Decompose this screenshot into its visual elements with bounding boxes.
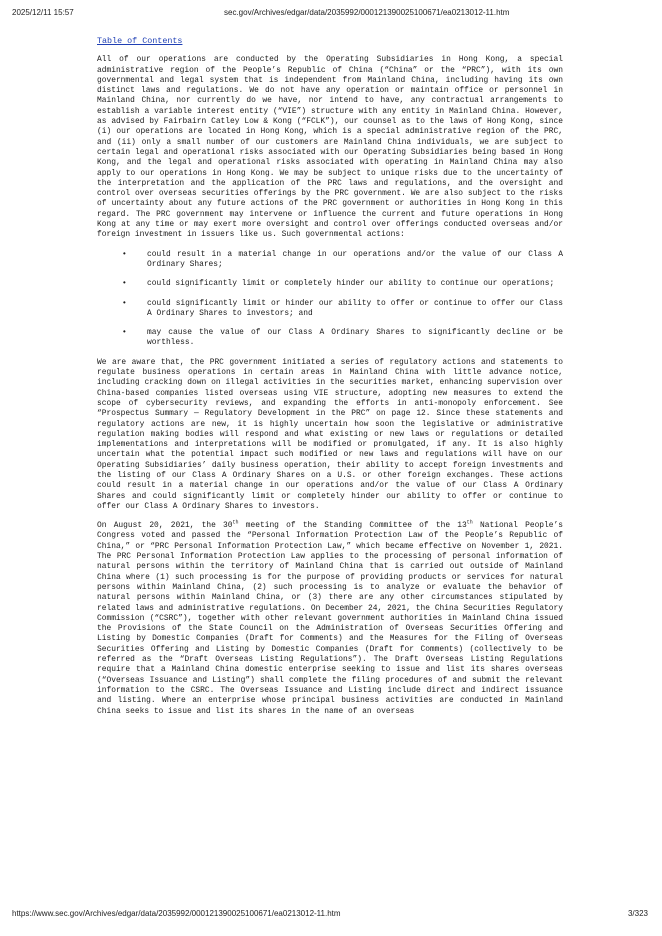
table-of-contents-link[interactable]: Table of Contents [97, 36, 183, 46]
browser-print-header [0, 8, 662, 20]
paragraph-text: On August 20, 2021, the 30 [97, 521, 233, 531]
list-item-text: could result in a material change in our operations and/or the value of our Class A Ordinary Shares; [147, 249, 563, 269]
governmental-actions-list [97, 250, 563, 349]
list-item-text: could significantly limit or completely hinder our ability to continue our operations; [147, 279, 555, 289]
paragraph-personal-information-law [97, 521, 563, 717]
ordinal-suffix: th [466, 519, 473, 526]
print-page-title: sec.gov/Archives/edgar/data/2035992/000121390025100671/ea0213012-11.htm [224, 8, 510, 17]
list-item [97, 279, 563, 289]
bullet-icon: • [122, 279, 127, 289]
paragraph-text: meeting of the Standing Committee of the 13 [238, 521, 467, 531]
print-timestamp: 2025/12/11 15:57 [12, 8, 74, 17]
list-item [97, 328, 563, 349]
list-item [97, 250, 563, 271]
list-item-text: could significantly limit or hinder our ability to offer or continue to offer our Class A Ordinary Shares to investors; and [147, 298, 563, 318]
paragraph-operations-overview: All of our operations are conducted by the Operating Subsidiaries in Hong Kong, a special administrative region of the People’s Republic of China (“China” or the “PRC”), with its own governmental and legal system that is independent from Mainland China, including having its own distinct laws and regulations. We do not have any operation or maintain office or personnel in Mainland China, nor currently do we have, nor intend to have, any contractual arrangements to establish a variable interest entity (“VIE”) structure with any entity in Mainland China. However, as advised by Fairbairn Catley Low & Kong (“FCLK”), our counsel as to the laws of Hong Kong, since (i) our operations are located in Hong Kong, which is a special administrative region of the PRC, and (ii) only a small number of our customers are Mainland China individuals, we are subject to certain legal and operational risks associated with our Operating Subsidiaries being based in Hong Kong, and the legal and operational risks associated with operating in Mainland China may also apply to our operations in Hong Kong. We may be subject to unique risks due to the uncertainty of the interpretation and the application of the PRC laws and regulations, and the oversight and control over overseas securities offerings by the PRC government. We are also subject to the risks of uncertainty about any future actions of the PRC government or authorities in Hong Kong in this regard. The PRC government may intervene or influence the current and future operations in Hong Kong at any time or may exert more oversight and control over offerings conducted overseas and/or foreign investment in issuers like us. Such governmental actions: [97, 55, 563, 240]
paragraph-text: National People’s Congress voted and passed the “Personal Information Protection Law of the People’s Republic of China,” or “PRC Personal Information Protection Law,” which became effective on November 1, 2021. The PRC Personal Information Protection Law applies to the processing of personal information of natural persons within the territory of Mainland China that is carried out outside of Mainland China where (1) such processing is for the purpose of providing products or services for natural persons within Mainland China, (2) such processing is to analyze or evaluate the behavior of natural persons within Mainland China, or (3) there are any other circumstances stipulated by related laws and administrative regulations. On December 24, 2021, the China Securities Regulatory Commission (“CSRC”), together with other relevant government authorities in Mainland China issued the Provisions of the State Council on the Administration of Overseas Securities Offering and Listing by Domestic Companies (Draft for Comments) and the Measures for the Filing of Overseas Securities Offering and Listing by Domestic Companies (Draft for Comments) (collectively to be referred as the “Draft Overseas Listing Regulations”). The Draft Overseas Listing Regulations require that a Mainland China domestic enterprise seeking to issue and list its shares overseas (“Overseas Issuance and Listing”) shall complete the filing procedures of and submit the relevant information to the CSRC. The Overseas Issuance and Listing include direct and indirect issuance and listing. Where an enterprise whose principal business activities are conducted in Mainland China seeks to issue and list its shares in the name of an overseas [97, 521, 563, 716]
bullet-icon: • [122, 328, 127, 338]
list-item-text: may cause the value of our Class A Ordinary Shares to significantly decline or be worthless. [147, 328, 563, 348]
print-url: https://www.sec.gov/Archives/edgar/data/2035992/000121390025100671/ea0213012-11.htm [12, 909, 341, 918]
paragraph-prc-regulatory-actions: We are aware that, the PRC government initiated a series of regulatory actions and statements to regulate business operations in certain areas in Mainland China with little advance notice, including cracking down on illegal activities in the securities market, enhancing supervision over China-based companies listed overseas using VIE structure, adopting new measures to extend the scope of cybersecurity reviews, and expanding the efforts in anti-monopoly enforcement. See “Prospectus Summary — Regulatory Development in the PRC” on page 12. Since these statements and regulatory actions are new, it is highly uncertain how soon the legislative or administrative regulation making bodies will respond and what existing or new laws or regulations or detailed implementations and interpretations will be modified or promulgated, if any. It is also highly uncertain what the potential impact such modified or new laws and regulations will have on our Operating Subsidiaries’ daily business operation, their ability to accept foreign investments and the listing of our Class A Ordinary Shares on a U.S. or other foreign exchanges. These actions could result in a material change in our operations and/or the value of our Class A Ordinary Shares and could significantly limit or completely hinder our ability to offer or continue to offer our Class A Ordinary Shares to investors. [97, 357, 563, 511]
ordinal-suffix: th [232, 519, 239, 526]
document-body [97, 36, 563, 726]
bullet-icon: • [122, 249, 127, 259]
browser-print-footer [0, 909, 662, 921]
list-item [97, 299, 563, 320]
bullet-icon: • [122, 298, 127, 308]
print-page-indicator: 3/323 [627, 909, 648, 918]
